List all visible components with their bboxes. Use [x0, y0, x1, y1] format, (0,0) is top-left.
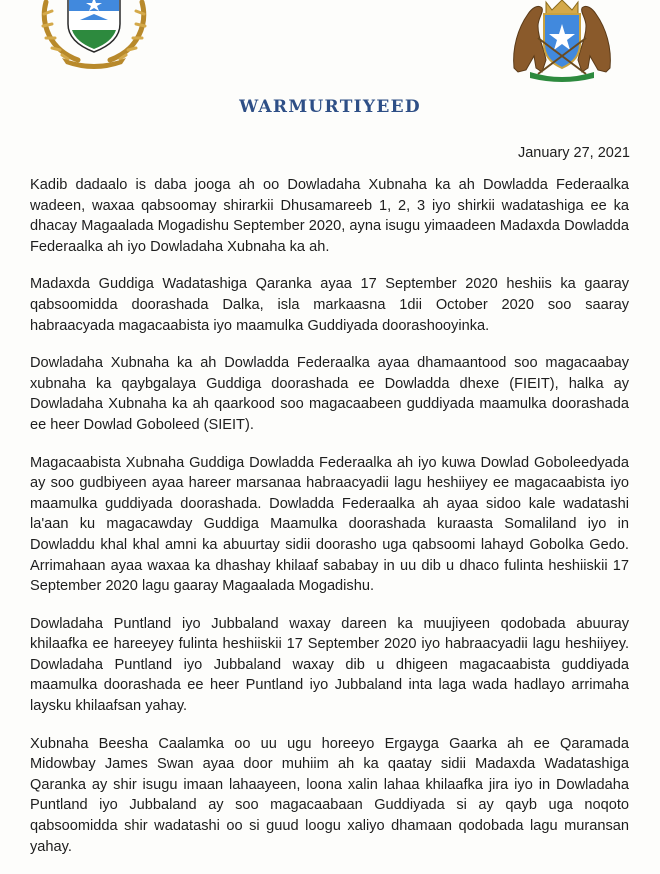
paragraph: Dowladaha Puntland iyo Jubbaland waxay dareen ka muujiyeen qodobada abuuray khilaafka ee hareeyey fulinta heshiiskii 17 September 2020 iyo habraacyadii lagu heshiiyey. Dowladaha Puntland iyo Jubbaland waxay dib u dhigeen magacaabista guddiyada maamulka doorashada ee heer Puntland iyo Jubbaland inta laga wada hadlayo arrimaha laysku khilaafsan yahay.	[30, 615, 629, 715]
document-body	[30, 175, 629, 874]
paragraph: Magacaabista Xubnaha Guddiga Dowladda Federaalka ah iyo kuwa Dowlad Goboleedyada ay soo gudbiyeen ayaa hareer marsanaa habraacyadii lagu heshiiyey ee magacaabista iyo maamulka guddiyada doorashada. Dowladda Federaalka ah ayaa sidoo kale wadatashi la'aan ku magacawday Guddiga Maamulka doorashada kuraasta Somaliland iyo in Dowladdu khal khal amni ka abuurtay sidii doorasho uga qabsoomi lahayd Gobolka Gedo. Arrimahaan ayaa waxaa ka dhashay khilaaf sababay in uu dib u dhaco fulinta heshiiskii 17 September 2020 lagu gaaray Magaalada Mogadishu.	[30, 454, 629, 595]
paragraph: Madaxda Guddiga Wadatashiga Qaranka ayaa 17 September 2020 heshiis ka gaaray qabsoomidda doorashada Dalka, isla markaasna 1dii October 2020 soo saaray habraacyada magacaabista iyo maamulka Guddiyada doorashooyinka.	[30, 276, 629, 334]
document-title: WARMURTIYEED	[239, 97, 421, 117]
letterhead	[0, 0, 660, 86]
paragraph: Dowladaha Xubnaha ka ah Dowladda Federaalka ayaa dhamaantood soo magacaabay xubnaha ka qaybgalaya Guddiga doorashada ee Dowladda dhexe (FIEIT), halka ay Dowladaha Xubnaha ka ah qaarkood soo magacaabeen guddiyada maamulka doorashada ee heer Dowlad Goboleed (SIEIT).	[30, 355, 629, 433]
paragraph: Kadib dadaalo is daba jooga ah oo Dowladaha Xubnaha ka ah Dowladda Federaalka wadeen, waxaa qabsoomay shirarkii Dhusamareeb 1, 2, 3 iyo shirkii wadatashiga ee ka dhacay Magaalada Mogadishu September 2020, ayna isugu yimaadeen Madaxda Dowladda Federaalka ah iyo Dowladaha Xubnaha ka ah.	[30, 177, 629, 255]
regional-coat-of-arms-icon	[32, 0, 156, 68]
paragraph: Xubnaha Beesha Caalamka oo uu ugu horeeyo Ergayga Gaarka ah ee Qaramada Midowbay James Swan ayaa door muhiim ah ka qaatay sidii Madaxda Wadatashiga Qaranka ay shir isugu imaan lahaayeen, loona xalin lahaa khilaafka jira iyo in Dowladaha Puntland iyo Jubbaland ay soo magacaabaan Guddiyada si ay qayb uga noqoto qabsoomidda shir wadatashi oo si guud loogu xaliyo dhamaan qodobada lagu muransan yahay.	[30, 735, 629, 855]
document-date: January 27, 2021	[517, 145, 630, 161]
somalia-coat-of-arms-icon	[508, 0, 616, 82]
